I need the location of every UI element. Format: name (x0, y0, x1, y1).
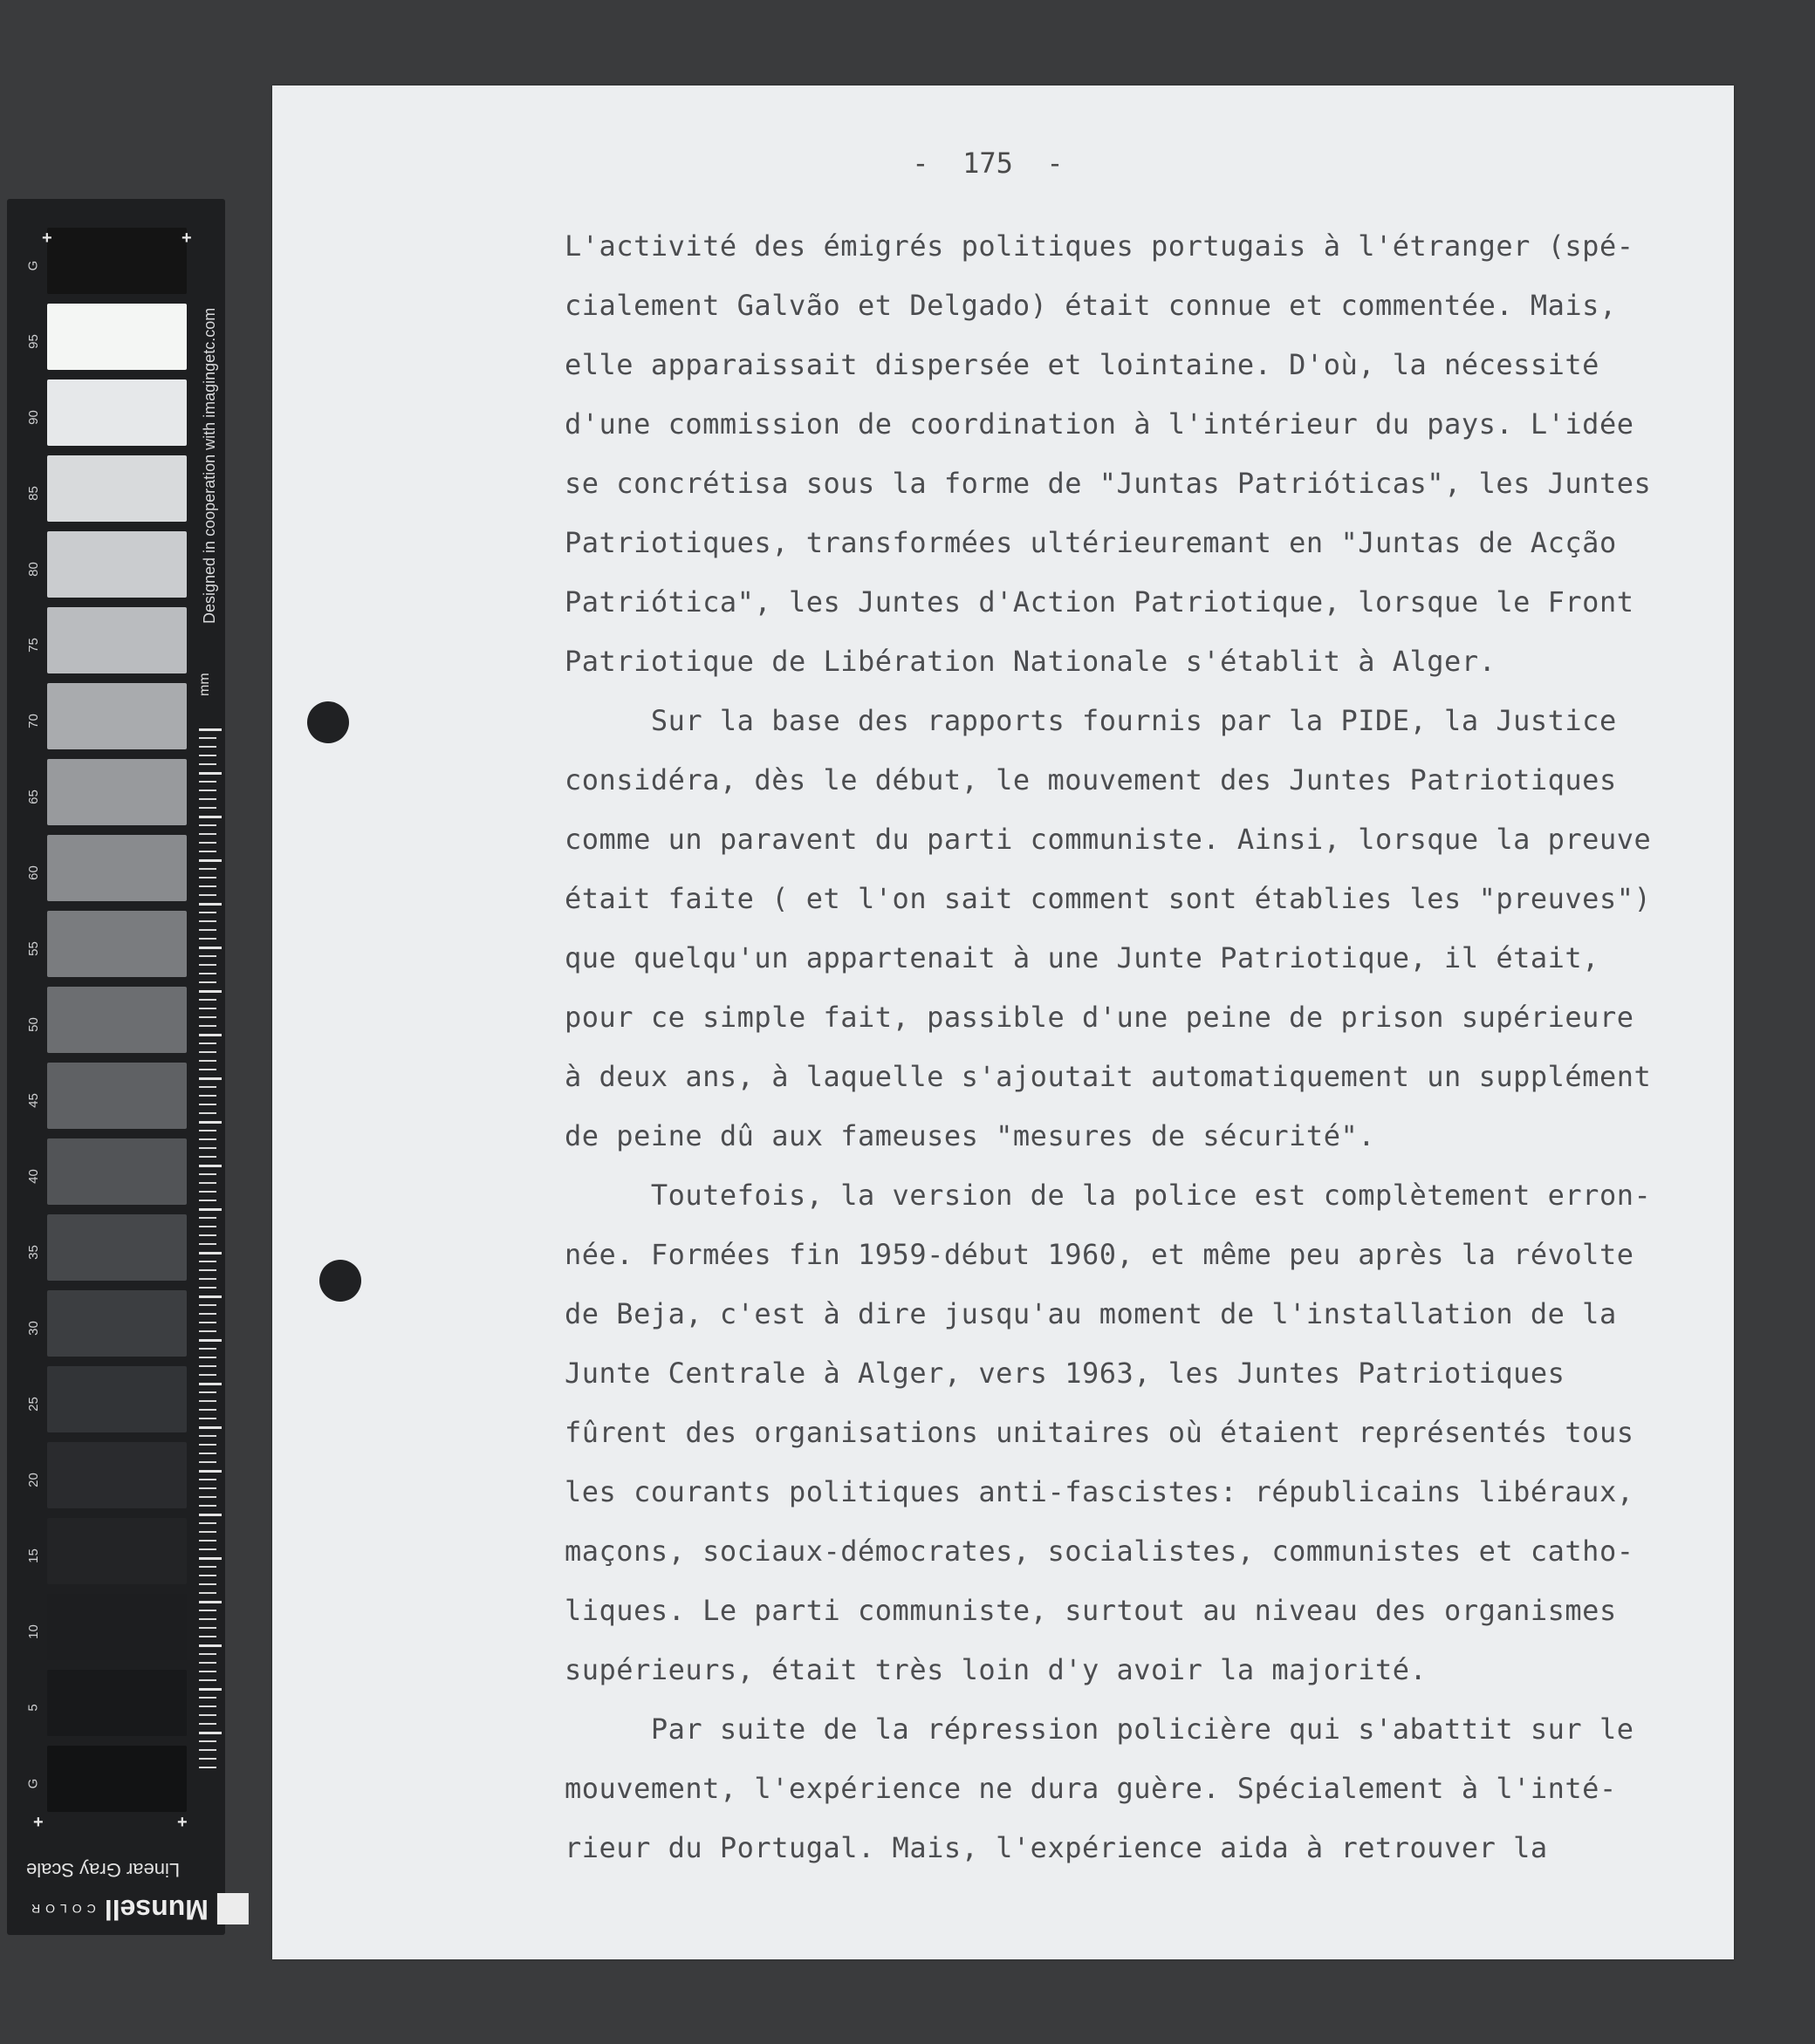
scale-number-label: 60 (25, 865, 41, 880)
scale-number-label: 85 (25, 486, 41, 501)
text-line: pour ce simple fait, passible d'une peine de prison supérieure (565, 1001, 1634, 1034)
text-line: Sur la base des rapports fournis par la PIDE, la Justice (565, 704, 1617, 737)
text-line: Junte Centrale à Alger, vers 1963, les Juntes Patriotiques (565, 1357, 1565, 1390)
gray-swatch (47, 911, 187, 977)
scale-number (23, 1138, 44, 1214)
text-line: Toutefois, la version de la police est complètement erron- (565, 1179, 1652, 1212)
text-line: comme un paravent du parti communiste. Ainsi, lorsque la preuve (565, 823, 1652, 856)
gray-swatch (47, 1518, 187, 1584)
body-text (565, 216, 1716, 1877)
plus-mark-top-right: + (182, 229, 192, 248)
gray-swatch (47, 835, 187, 901)
text-line: les courants politiques anti-fascistes: républicains libéraux, (565, 1475, 1634, 1508)
scale-number (23, 1746, 44, 1822)
gray-swatch (47, 607, 187, 673)
mm-ruler-major-ticks (199, 728, 222, 1771)
gray-swatch (47, 683, 187, 749)
text-line: de peine dû aux fameuses "mesures de sécurité". (565, 1119, 1375, 1152)
gray-swatches (47, 228, 187, 1822)
scale-number-label: 75 (25, 638, 41, 653)
text-line: elle apparaissait dispersée et lointaine. D'où, la nécessité (565, 348, 1599, 381)
gray-swatch (47, 304, 187, 370)
scale-number-label: 65 (25, 790, 41, 804)
gray-swatch (47, 1214, 187, 1281)
gray-swatch (47, 1366, 187, 1432)
scale-number (23, 1518, 44, 1594)
gray-swatch (47, 1063, 187, 1129)
scale-number (23, 835, 44, 911)
scale-number (23, 1594, 44, 1670)
scale-numbers (23, 228, 44, 1822)
text-line: mouvement, l'expérience ne dura guère. Spécialement à l'inté- (565, 1772, 1617, 1805)
text-line: Patriotiques, transformées ultérieuremant en "Juntas de Acção (565, 526, 1617, 559)
punch-hole-top (307, 701, 349, 743)
gray-swatch (47, 1594, 187, 1660)
text-line: née. Formées fin 1959-début 1960, et même peu après la révolte (565, 1238, 1634, 1271)
gray-swatch (47, 531, 187, 598)
munsell-brand: Munsell (104, 1894, 209, 1925)
scale-number-label: 70 (25, 714, 41, 728)
scale-number (23, 1442, 44, 1518)
scale-number (23, 987, 44, 1063)
text-line: rieur du Portugal. Mais, l'expérience aida à retrouver la (565, 1831, 1548, 1864)
scale-number (23, 683, 44, 759)
gray-swatch (47, 228, 187, 294)
munsell-brand-sub: COLOR (26, 1902, 96, 1917)
text-line: considéra, dès le début, le mouvement des Juntes Patriotiques (565, 763, 1617, 796)
text-line: maçons, sociaux-démocrates, socialistes, communistes et catho- (565, 1535, 1634, 1568)
scale-number (23, 531, 44, 607)
scale-number-label: 95 (25, 334, 41, 349)
scale-number-label: 55 (25, 941, 41, 956)
scale-number-label: 80 (25, 562, 41, 577)
scale-number (23, 455, 44, 531)
text-line: Patriótica", les Juntes d'Action Patriotique, lorsque le Front (565, 585, 1634, 619)
scale-number-label: 45 (25, 1093, 41, 1108)
scale-number-label: 90 (25, 410, 41, 425)
scale-number (23, 1670, 44, 1746)
scale-number (23, 304, 44, 379)
scale-number (23, 1290, 44, 1366)
scale-number (23, 1063, 44, 1138)
text-line: que quelqu'un appartenait à une Junte Patriotique, il était, (565, 941, 1599, 974)
scale-number (23, 759, 44, 835)
scale-number (23, 1214, 44, 1290)
gray-swatch (47, 1442, 187, 1508)
text-line: était faite ( et l'on sait comment sont établies les "preuves") (565, 882, 1652, 915)
scale-number-label: 35 (25, 1245, 41, 1260)
scale-title: Linear Gray Scale (26, 1859, 181, 1881)
scale-number (23, 607, 44, 683)
designed-credit-text: Designed in cooperation with imagingetc.com (201, 307, 218, 624)
gray-swatch (47, 1746, 187, 1812)
text-line: fûrent des organisations unitaires où étaient représentés tous (565, 1416, 1634, 1449)
scale-number-label: 50 (25, 1017, 41, 1032)
punch-hole-bottom (319, 1260, 361, 1302)
plus-mark-bottom-left: + (33, 1813, 44, 1832)
text-line: de Beja, c'est à dire jusqu'au moment de l'installation de la (565, 1297, 1617, 1330)
text-line: Patriotique de Libération Nationale s'établit à Alger. (565, 645, 1497, 678)
scale-number (23, 379, 44, 455)
text-line: d'une commission de coordination à l'intérieur du pays. L'idée (565, 407, 1634, 441)
gray-scale-card (7, 199, 225, 1935)
page-number: - 175 - (912, 147, 1064, 180)
scale-number-label: 25 (25, 1397, 41, 1412)
gray-swatch (47, 1290, 187, 1357)
text-line: Par suite de la répression policière qui s'abattit sur le (565, 1712, 1634, 1746)
scale-number-label: 15 (25, 1548, 41, 1563)
munsell-logo (26, 1893, 249, 1925)
scale-number (23, 911, 44, 987)
mm-label: mm (197, 673, 212, 696)
scale-number (23, 228, 44, 304)
text-line: cialement Galvão et Delgado) était connue et commentée. Mais, (565, 289, 1617, 322)
scale-number (23, 1366, 44, 1442)
text-line: à deux ans, à laquelle s'ajoutait automatiquement un supplément (565, 1060, 1652, 1093)
text-line: liques. Le parti communiste, surtout au niveau des organismes (565, 1594, 1617, 1627)
scale-number-label: 20 (25, 1473, 41, 1487)
scale-number-label: 30 (25, 1321, 41, 1336)
scale-number-label: G (25, 1778, 41, 1789)
document-page (272, 85, 1734, 1959)
scale-number-label: 40 (25, 1169, 41, 1184)
gray-swatch (47, 379, 187, 446)
plus-mark-bottom-right: + (177, 1813, 188, 1832)
munsell-grid-icon (217, 1894, 249, 1925)
gray-swatch (47, 1670, 187, 1736)
scale-number-label: G (25, 260, 41, 271)
scale-number-label: 5 (25, 1704, 41, 1712)
gray-swatch (47, 455, 187, 522)
gray-swatch (47, 1138, 187, 1205)
text-line: L'activité des émigrés politiques portugais à l'étranger (spé- (565, 229, 1634, 263)
text-line: se concrétisa sous la forme de "Juntas Patrióticas", les Juntes (565, 467, 1652, 500)
gray-swatch (47, 987, 187, 1053)
text-line: supérieurs, était très loin d'y avoir la majorité. (565, 1653, 1428, 1686)
gray-swatch (47, 759, 187, 825)
scale-number-label: 10 (25, 1624, 41, 1639)
plus-mark-top-left: + (42, 229, 52, 248)
